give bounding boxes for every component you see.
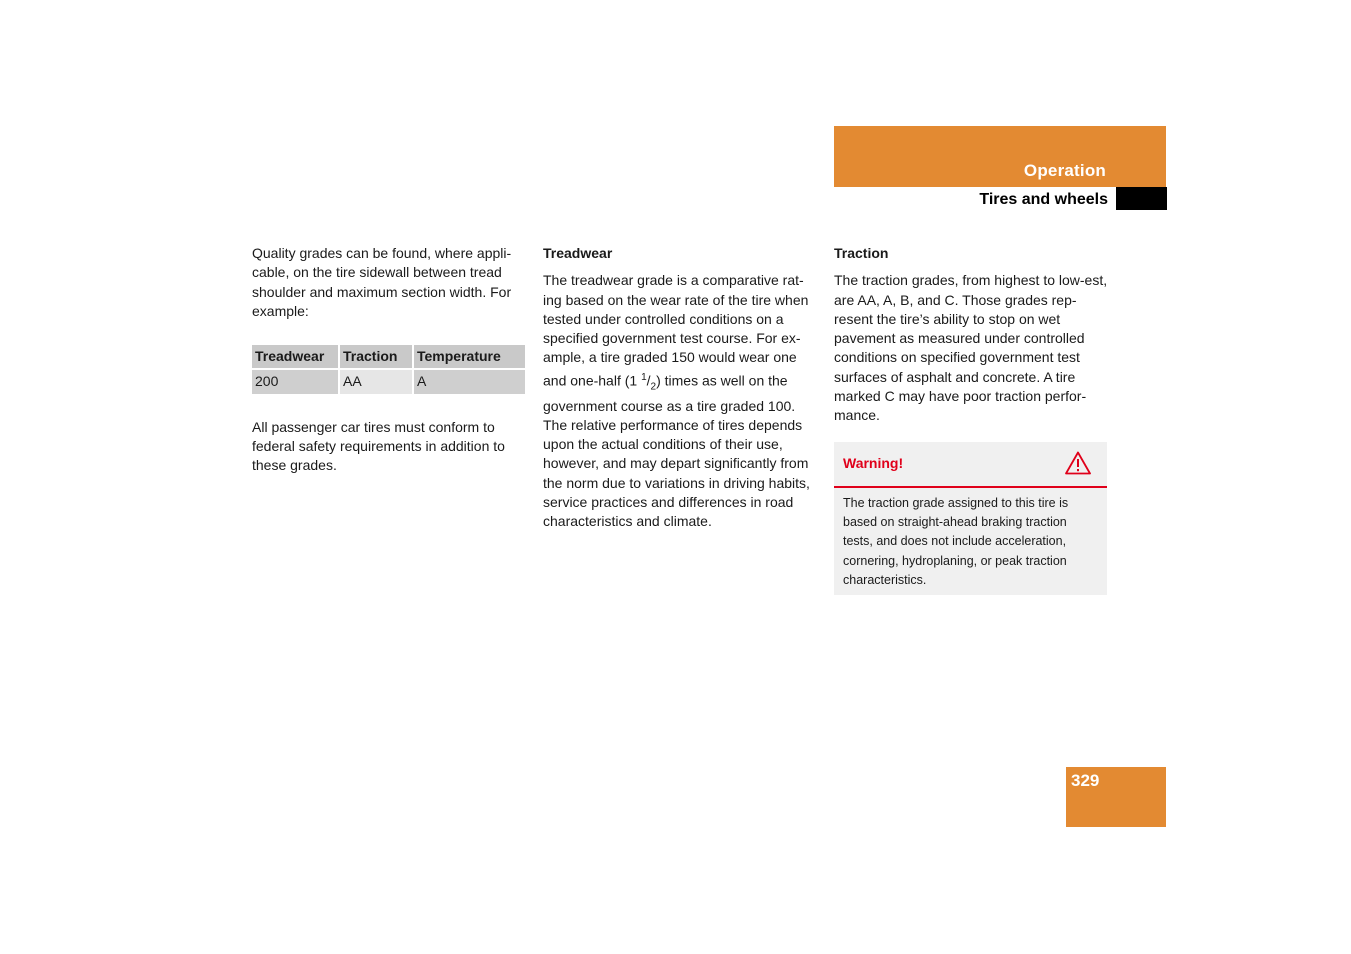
- warning-box: [834, 442, 1107, 595]
- subsection-title: Tires and wheels: [979, 191, 1108, 208]
- treadwear-paragraph: [543, 271, 815, 531]
- table-cell: A: [414, 370, 525, 393]
- warning-label: Warning!: [843, 455, 904, 471]
- table-row: [252, 370, 525, 393]
- page-number-block: [1066, 767, 1166, 827]
- fraction-denominator: 2: [650, 381, 657, 393]
- table-header-cell: Treadwear: [252, 345, 338, 368]
- table-cell: 200: [252, 370, 338, 393]
- conclusion-paragraph: All passenger car tires must conform to federal safety requirements in addition to these grades.: [252, 418, 505, 474]
- table-header-cell: Traction: [340, 345, 412, 368]
- traction-heading: Traction: [834, 245, 889, 261]
- warning-text: The traction grade assigned to this tire is based on straight-ahead braking traction tests, and does not include acceleration, cornering, hydroplaning, or peak traction characteristics.: [843, 496, 1069, 587]
- table-cell: AA: [340, 370, 412, 393]
- treadwear-text-end: ) times as well on the government course as a tire graded 100. The relative performance of tires depends upon the actual conditions of their use, however, and may depart significantly from the norm due to variations in driving habits, service practices and differences in road characteristics and climate.: [543, 372, 810, 530]
- treadwear-text-start: The treadwear grade is a comparative rat-ing based on the wear rate of the tire when tested under controlled conditions on a specified government test course. For ex-ample, a tire graded 150 would wear one and one-half (1: [543, 272, 809, 389]
- table-header-cell: Temperature: [414, 345, 525, 368]
- fraction-slash: /: [646, 372, 651, 389]
- intro-paragraph: Quality grades can be found, where appli-cable, on the tire sidewall between tread shoulder and maximum section width. For example:: [252, 245, 512, 319]
- warning-triangle-icon: [1065, 451, 1091, 475]
- column-1: [252, 244, 526, 476]
- header-band: [834, 126, 1166, 187]
- grades-table: [250, 343, 527, 396]
- warning-header: [834, 442, 1107, 488]
- table-header-row: [252, 345, 525, 368]
- column-2: [543, 244, 815, 532]
- page-number: 329: [1071, 771, 1100, 790]
- section-title: Operation: [1023, 161, 1106, 180]
- fraction-numerator: 1: [641, 371, 647, 383]
- treadwear-heading: Treadwear: [543, 245, 613, 261]
- section-tab-marker: [1116, 187, 1167, 210]
- column-3: [834, 244, 1108, 426]
- traction-paragraph: The traction grades, from highest to low-est, are AA, A, B, and C. Those grades rep-resent the tire’s ability to stop on wet pavement as measured under controlled conditions on specified government test surfaces of asphalt and concrete. A tire marked C may have poor traction perfor-mance.: [834, 272, 1108, 424]
